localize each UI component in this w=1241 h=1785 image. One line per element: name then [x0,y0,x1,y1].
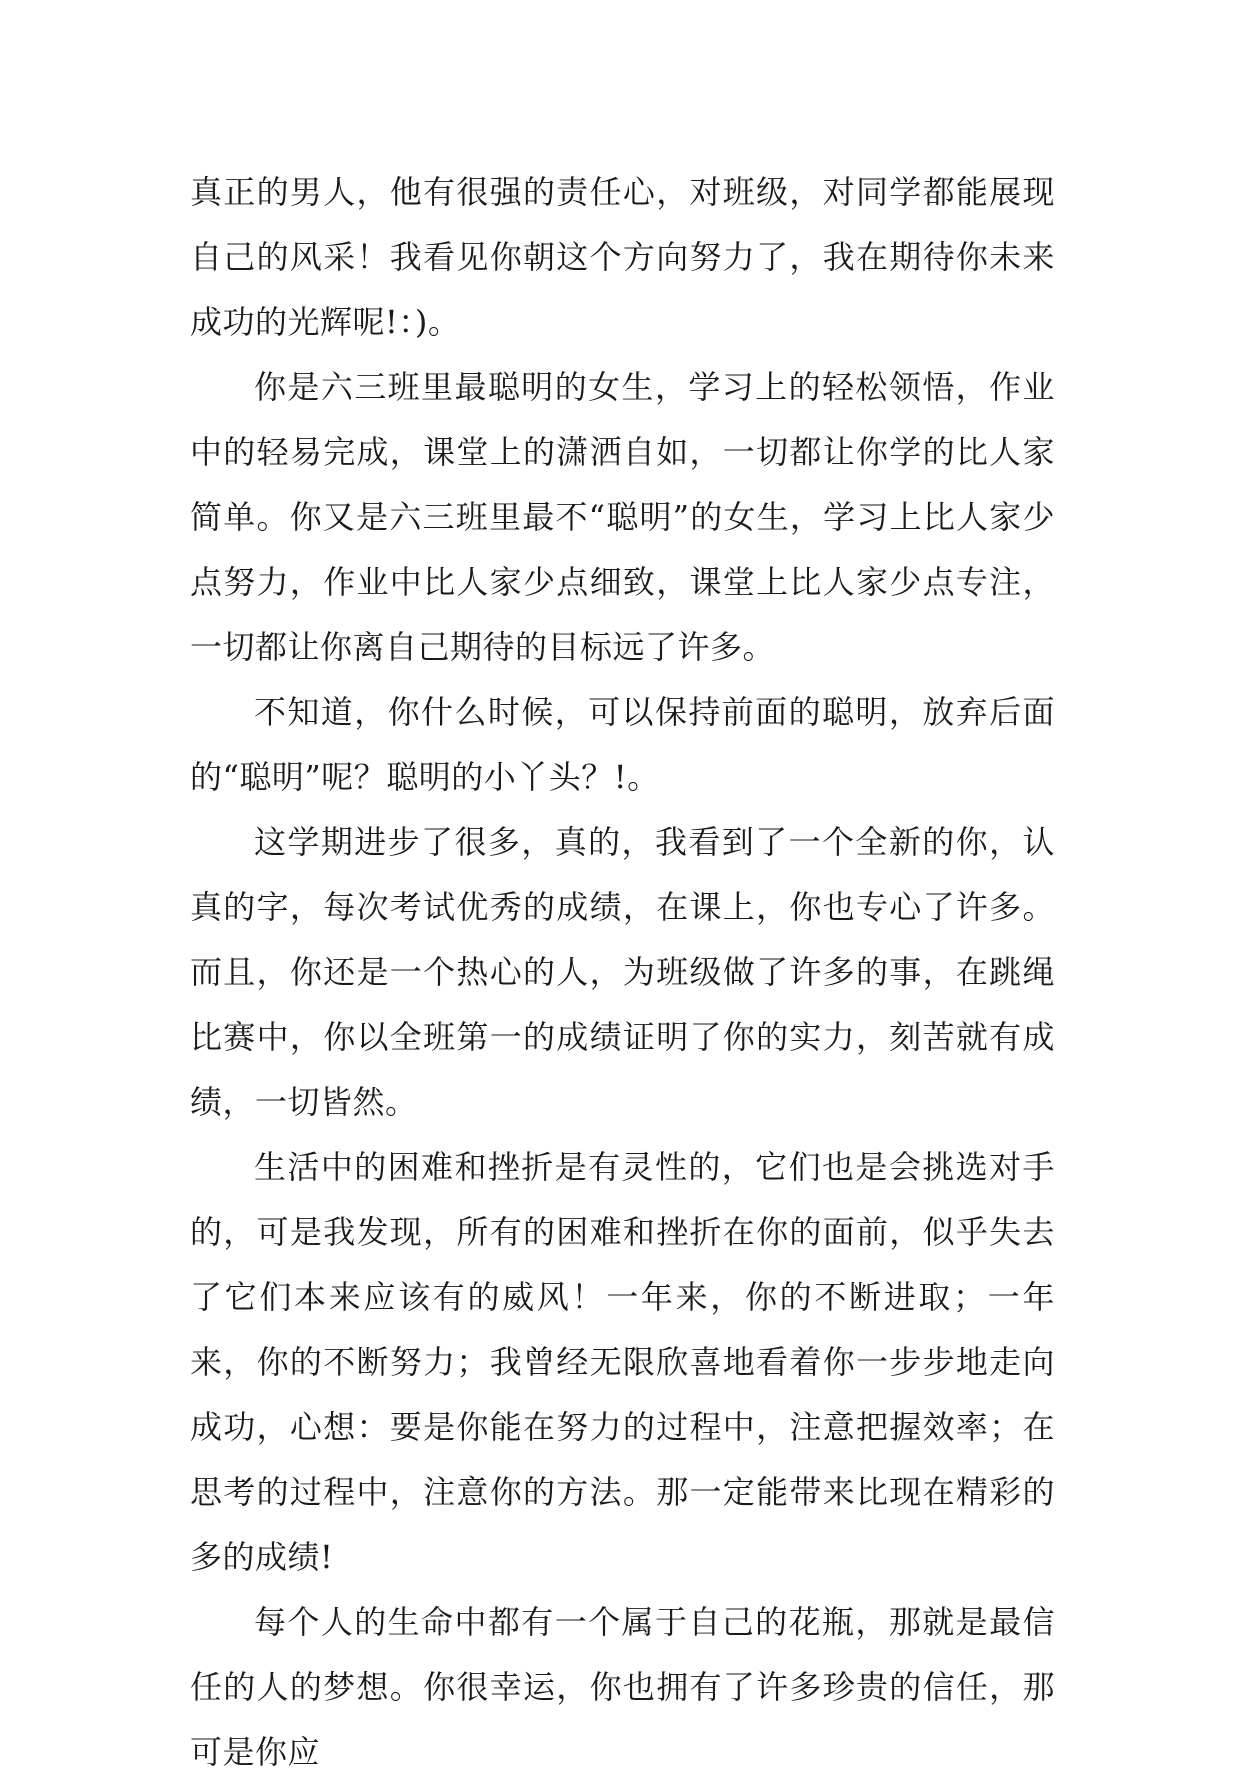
paragraph-5: 生活中的困难和挫折是有灵性的，它们也是会挑选对手的，可是我发现，所有的困难和挫折在你的面前，似乎失去了它们本来应该有的威风！一年来，你的不断进取；一年来，你的不断努力；我曾经无限欣喜地看着你一步步地走向成功，心想：要是你能在努力的过程中，注意把握效率；在思考的过程中，注意你的方法。那一定能带来比现在精彩的多的成绩! [190,1148,1055,1576]
paragraph-2: 你是六三班里最聪明的女生，学习上的轻松领悟，作业中的轻易完成，课堂上的潇洒自如，一切都让你学的比人家简单。你又是六三班里最不“聪明”的女生，学习上比人家少点努力，作业中比人家少点细致，课堂上比人家少点专注，一切都让你离自己期待的目标远了许多。 [190,368,1055,666]
paragraph-1: 真正的男人，他有很强的责任心，对班级，对同学都能展现自己的风采！我看见你朝这个方向努力了，我在期待你未来成功的光辉呢!：)。 [190,173,1055,341]
paragraph-6: 每个人的生命中都有一个属于自己的花瓶，那就是最信任的人的梦想。你很幸运，你也拥有了许多珍贵的信任，那可是你应 [190,1603,1055,1771]
paragraph-4: 这学期进步了很多，真的，我看到了一个全新的你，认真的字，每次考试优秀的成绩，在课上，你也专心了许多。而且，你还是一个热心的人，为班级做了许多的事，在跳绳比赛中，你以全班第一的成绩证明了你的实力，刻苦就有成绩，一切皆然。 [190,823,1055,1121]
paragraph-3: 不知道，你什么时候，可以保持前面的聪明，放弃后面的“聪明”呢？聪明的小丫头？!。 [190,693,1055,796]
document-body [190,160,1055,1785]
